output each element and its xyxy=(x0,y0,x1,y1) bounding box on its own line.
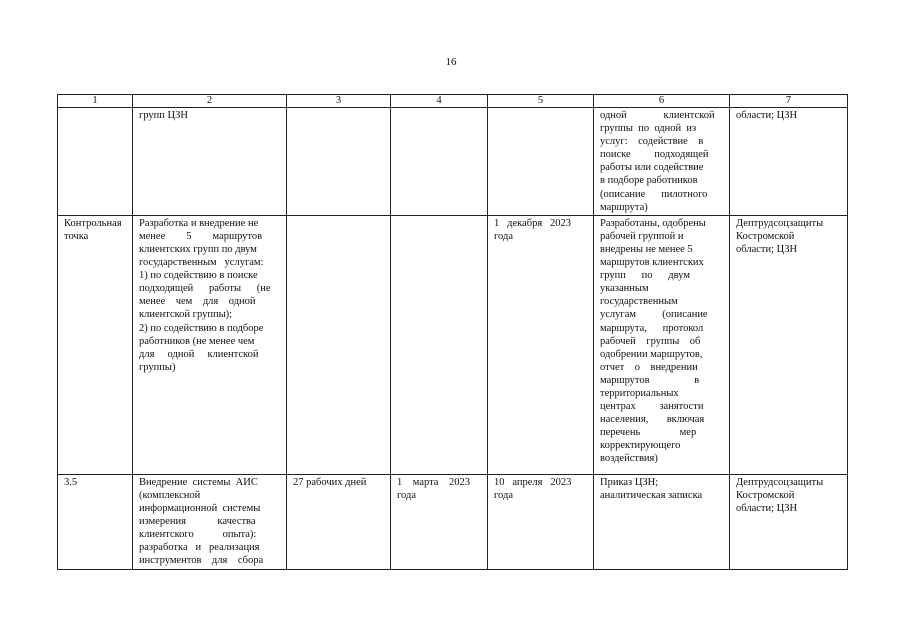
table-cell: Разработаны, одобрены рабочей группой и внедрены не менее 5 маршрутов клиентских групп по двум указанным государственным услугам (описание маршрута, протокол рабочей группы об одобрении маршрутов, отчет о внедрении маршрутов в территориальных центрах занятости населения, включая перечень мер корректирующего воздействия) xyxy=(594,215,730,474)
table-cell: 27 рабочих дней xyxy=(287,474,391,569)
table-header-row xyxy=(58,95,848,108)
table-cell: Разработка и внедрение не менее 5 маршрутов клиентских групп по двум государственным услугам: 1) по содействию в поиске подходящей работы (не менее чем для одной клиентской группы); 2) по содействию в подборе работников (не менее чем для одной клиентской группы) xyxy=(133,215,287,474)
column-header: 4 xyxy=(391,95,488,108)
table-cell: групп ЦЗН xyxy=(133,108,287,216)
column-header: 2 xyxy=(133,95,287,108)
table-cell xyxy=(391,108,488,216)
column-header: 3 xyxy=(287,95,391,108)
table-cell xyxy=(58,108,133,216)
document-table xyxy=(57,94,848,570)
table-row xyxy=(58,108,848,216)
column-header: 6 xyxy=(594,95,730,108)
table-cell: Дептрудсоцзащиты Костромской области; ЦЗН xyxy=(730,474,848,569)
table-cell: Дептрудсоцзащиты Костромской области; ЦЗН xyxy=(730,215,848,474)
table-cell: Контрольная точка xyxy=(58,215,133,474)
table-cell: 1 декабря 2023 года xyxy=(488,215,594,474)
table-row xyxy=(58,474,848,569)
table-cell xyxy=(391,215,488,474)
table-cell xyxy=(488,108,594,216)
table-cell xyxy=(287,108,391,216)
table-cell: 10 апреля 2023 года xyxy=(488,474,594,569)
table-cell: одной клиентской группы по одной из услуг: содействие в поиске подходящей работы или содействие в подбоpе работников (описание пилотного маршрута) xyxy=(594,108,730,216)
table-cell: 3.5 xyxy=(58,474,133,569)
table-cell: 1 марта 2023 года xyxy=(391,474,488,569)
table-row xyxy=(58,215,848,474)
column-header: 1 xyxy=(58,95,133,108)
table-cell xyxy=(287,215,391,474)
column-header: 7 xyxy=(730,95,848,108)
table-cell: Внедрение системы АИС (комплексной информационной системы измерения качества клиентского опыта): разработка и реализация инструментов для сбора xyxy=(133,474,287,569)
column-header: 5 xyxy=(488,95,594,108)
page-number: 16 xyxy=(445,56,457,68)
table-cell: области; ЦЗН xyxy=(730,108,848,216)
table-cell: Приказ ЦЗН; аналитическая записка xyxy=(594,474,730,569)
